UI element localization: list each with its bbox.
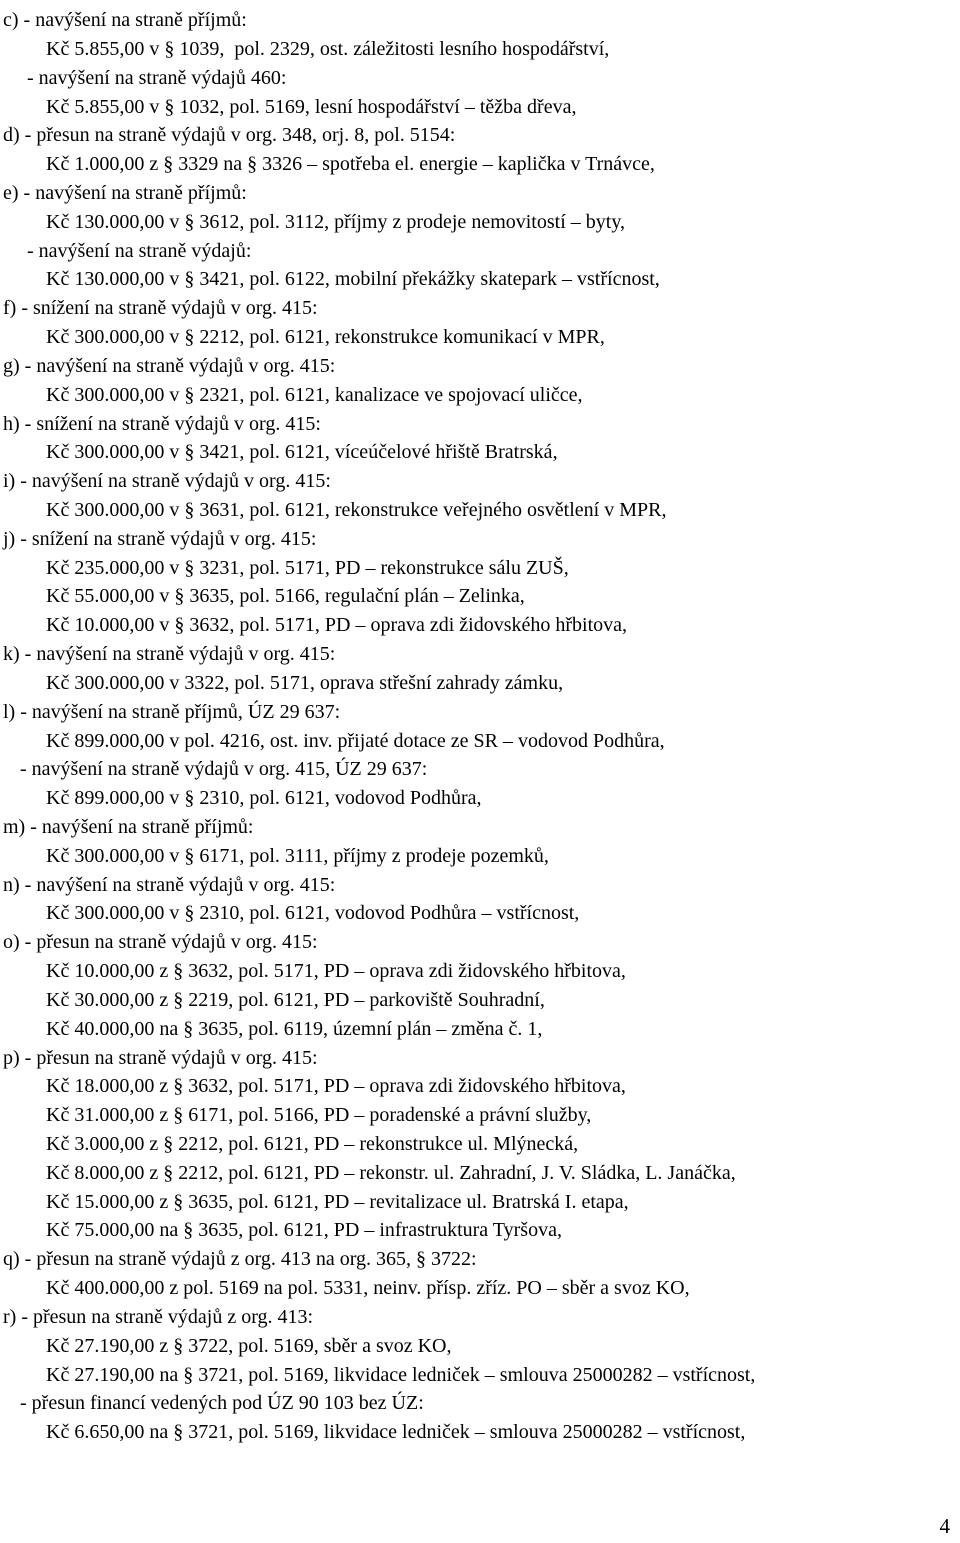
text-line-content: Kč 8.000,00 z § 2212, pol. 6121, PD – rekonstr. ul. Zahradní, J. V. Sládka, L. Janáčka,	[46, 1161, 736, 1184]
text-line	[46, 380, 583, 409]
text-line-content: Kč 300.000,00 v § 2321, pol. 6121, kanalizace ve spojovací uličce,	[46, 383, 583, 406]
text-line-content: Kč 300.000,00 v § 6171, pol. 3111, příjmy z prodeje pozemků,	[46, 844, 549, 867]
text-line	[46, 34, 609, 63]
text-line-content: q) - přesun na straně výdajů z org. 413 na org. 365, § 3722:	[3, 1248, 477, 1271]
text-line	[46, 1360, 755, 1389]
text-line	[3, 178, 247, 207]
text-line-content: - přesun financí vedených pod ÚZ 90 103 bez ÚZ:	[20, 1392, 424, 1415]
text-line-content: Kč 300.000,00 v § 3631, pol. 6121, rekonstrukce veřejného osvětlení v MPR,	[46, 498, 667, 521]
text-line-content: Kč 27.190,00 na § 3721, pol. 5169, likvidace ledniček – smlouva 25000282 – vstřícnost,	[46, 1363, 756, 1386]
text-line-content: Kč 400.000,00 z pol. 5169 na pol. 5331, neinv. přísp. zříz. PO – sběr a svoz KO,	[46, 1277, 690, 1300]
text-line	[46, 985, 545, 1014]
text-line-content: - navýšení na straně výdajů:	[27, 239, 252, 262]
text-line	[46, 1129, 578, 1158]
text-line	[3, 1043, 318, 1072]
text-line-content: l) - navýšení na straně příjmů, ÚZ 29 637:	[3, 700, 341, 723]
text-line	[27, 236, 251, 265]
text-line	[46, 898, 579, 927]
text-line	[20, 754, 427, 783]
text-line-content: Kč 30.000,00 z § 2219, pol. 6121, PD – parkoviště Souhradní,	[46, 988, 545, 1011]
text-line-content: Kč 5.855,00 v § 1032, pol. 5169, lesní hospodářství – těžba dřeva,	[46, 95, 577, 118]
text-line	[3, 409, 321, 438]
text-line	[3, 351, 335, 380]
page-number: 4	[939, 1514, 950, 1538]
text-line-content: Kč 130.000,00 v § 3421, pol. 6122, mobilní překážky skatepark – vstřícnost,	[46, 268, 660, 291]
text-line-content: Kč 18.000,00 z § 3632, pol. 5171, PD – oprava zdi židovského hřbitova,	[46, 1075, 626, 1098]
text-line	[46, 581, 525, 610]
text-line-content: Kč 300.000,00 v § 3421, pol. 6121, víceúčelové hřiště Bratrská,	[46, 441, 558, 464]
text-line-content: Kč 1.000,00 z § 3329 na § 3326 – spotřeba el. energie – kaplička v Trnávce,	[46, 153, 655, 176]
text-line	[3, 1302, 313, 1331]
text-line	[3, 812, 254, 841]
text-line	[46, 1100, 591, 1129]
text-line-content: e) - navýšení na straně příjmů:	[3, 181, 247, 204]
text-line	[46, 1187, 629, 1216]
text-line-content: o) - přesun na straně výdajů v org. 415:	[3, 931, 318, 954]
text-line-content: Kč 6.650,00 na § 3721, pol. 5169, likvidace ledniček – smlouva 25000282 – vstřícnost,	[46, 1421, 746, 1444]
text-line-content: r) - přesun na straně výdajů z org. 413:	[3, 1305, 314, 1328]
text-line-content: c) - navýšení na straně příjmů:	[3, 9, 247, 31]
text-line-content: Kč 300.000,00 v § 2310, pol. 6121, vodovod Podhůra – vstřícnost,	[46, 902, 580, 925]
text-line	[46, 264, 660, 293]
text-line	[27, 63, 286, 92]
text-line-content: Kč 300.000,00 v § 2212, pol. 6121, rekonstrukce komunikací v MPR,	[46, 326, 605, 348]
text-line	[46, 553, 569, 582]
text-line	[3, 120, 455, 149]
text-line-content: j) - snížení na straně výdajů v org. 415:	[3, 527, 317, 550]
text-line-content: - navýšení na straně výdajů 460:	[27, 66, 287, 89]
text-line-content: Kč 130.000,00 v § 3612, pol. 3112, příjmy z prodeje nemovitostí – byty,	[46, 210, 626, 233]
text-line-content: g) - navýšení na straně výdajů v org. 415:	[3, 354, 336, 377]
text-line	[46, 92, 576, 121]
text-line	[46, 207, 625, 236]
text-line-content: Kč 235.000,00 v § 3231, pol. 5171, PD – rekonstrukce sálu ZUŠ,	[46, 556, 569, 579]
text-line-content: Kč 10.000,00 v § 3632, pol. 5171, PD – oprava zdi židovského hřbitova,	[46, 614, 628, 637]
text-line-content: k) - navýšení na straně výdajů v org. 415:	[3, 643, 336, 665]
text-line	[46, 322, 605, 351]
text-line	[46, 668, 563, 697]
text-line	[46, 1273, 690, 1302]
text-line-content: Kč 899.000,00 v pol. 4216, ost. inv. přijaté dotace ze SR – vodovod Podhůra,	[46, 729, 665, 752]
text-line	[20, 1388, 424, 1417]
text-line	[3, 293, 318, 322]
text-line	[46, 1331, 452, 1360]
text-line	[46, 726, 665, 755]
text-line	[46, 610, 627, 639]
text-line	[46, 1215, 562, 1244]
text-line	[46, 956, 626, 985]
text-line	[46, 149, 655, 178]
text-line	[3, 927, 318, 956]
text-line-content: Kč 40.000,00 na § 3635, pol. 6119, územní plán – změna č. 1,	[46, 1017, 543, 1040]
text-line	[46, 841, 549, 870]
text-line-content: Kč 15.000,00 z § 3635, pol. 6121, PD – revitalizace ul. Bratrská I. etapa,	[46, 1190, 629, 1213]
text-line	[46, 495, 666, 524]
text-line	[46, 1014, 542, 1043]
text-line-content: p) - přesun na straně výdajů v org. 415:	[3, 1046, 318, 1069]
text-line	[46, 1071, 626, 1100]
text-line-content: Kč 55.000,00 v § 3635, pol. 5166, regulační plán – Zelinka,	[46, 585, 525, 608]
text-line	[46, 1158, 736, 1187]
text-line-content: n) - navýšení na straně výdajů v org. 415:	[3, 873, 336, 896]
text-line-content: h) - snížení na straně výdajů v org. 415:	[3, 412, 321, 435]
text-line-content: i) - navýšení na straně výdajů v org. 415:	[3, 470, 331, 493]
text-line	[3, 1244, 477, 1273]
text-line-content: Kč 300.000,00 v 3322, pol. 5171, oprava střešní zahrady zámku,	[46, 671, 564, 694]
text-line-content: d) - přesun na straně výdajů v org. 348, orj. 8, pol. 5154:	[3, 124, 456, 147]
text-line-content: Kč 10.000,00 z § 3632, pol. 5171, PD – oprava zdi židovského hřbitova,	[46, 960, 626, 983]
text-line-content: Kč 5.855,00 v § 1039, pol. 2329, ost. záležitosti lesního hospodářství,	[46, 37, 610, 60]
text-line	[3, 5, 247, 34]
text-line-content: m) - navýšení na straně příjmů:	[3, 816, 254, 838]
text-line-content: Kč 3.000,00 z § 2212, pol. 6121, PD – rekonstrukce ul. Mlýnecká,	[46, 1133, 579, 1155]
text-line	[3, 524, 316, 553]
text-line	[3, 870, 335, 899]
text-line	[3, 639, 335, 668]
text-line-content: f) - snížení na straně výdajů v org. 415:	[3, 297, 318, 320]
text-line	[46, 783, 482, 812]
text-line	[3, 697, 340, 726]
text-line-content: Kč 31.000,00 z § 6171, pol. 5166, PD – poradenské a právní služby,	[46, 1104, 592, 1127]
text-line	[3, 466, 331, 495]
text-line-content: - navýšení na straně výdajů v org. 415, ÚZ 29 637:	[20, 758, 428, 781]
text-line-content: Kč 27.190,00 z § 3722, pol. 5169, sběr a svoz KO,	[46, 1334, 452, 1357]
text-line-content: Kč 75.000,00 na § 3635, pol. 6121, PD – infrastruktura Tyršova,	[46, 1219, 562, 1242]
text-line	[46, 437, 558, 466]
text-line	[46, 1417, 745, 1446]
text-line-content: Kč 899.000,00 v § 2310, pol. 6121, vodovod Podhůra,	[46, 787, 482, 810]
